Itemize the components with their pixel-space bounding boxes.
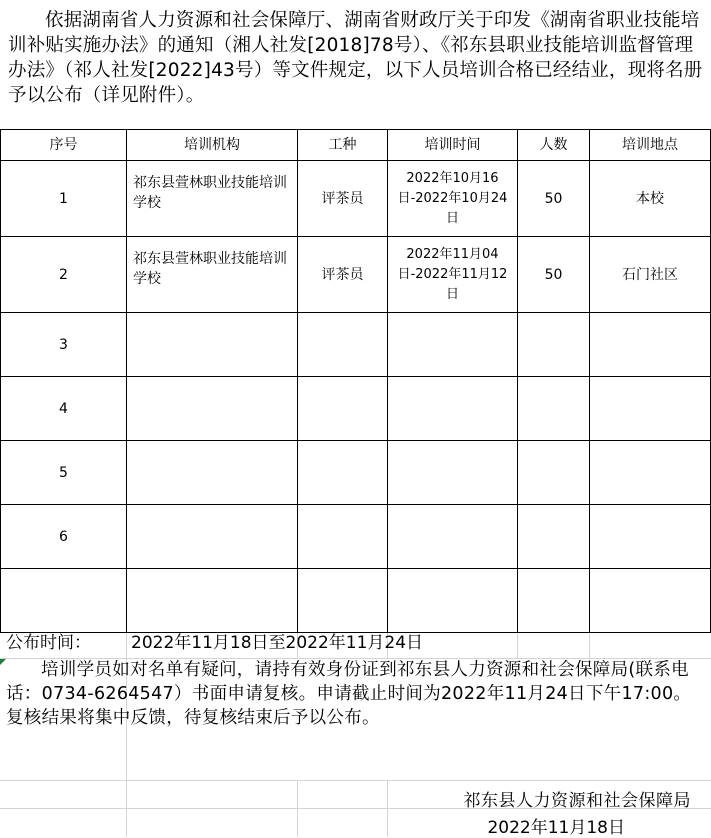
cell-org[interactable] [127, 505, 298, 569]
cell-no[interactable]: 4 [1, 377, 127, 441]
cell-period[interactable] [388, 441, 518, 505]
table-row [1, 313, 711, 377]
cell-period[interactable] [388, 313, 518, 377]
cell-org[interactable] [127, 377, 298, 441]
cell-period[interactable] [388, 505, 518, 569]
header-cell[interactable]: 序号 [1, 130, 127, 161]
cell-count[interactable] [518, 441, 590, 505]
cell-place[interactable] [590, 505, 711, 569]
cell-count[interactable] [518, 505, 590, 569]
cell-trade[interactable] [298, 441, 388, 505]
issuer-name[interactable]: 祁东县人力资源和社会保障局 [463, 791, 691, 811]
table-row [1, 161, 711, 237]
table-row [1, 441, 711, 505]
cell-place[interactable] [590, 377, 711, 441]
header-cell[interactable]: 培训地点 [590, 130, 711, 161]
cell-count[interactable]: 50 [518, 237, 590, 313]
cell-org[interactable] [127, 441, 298, 505]
cell-period[interactable]: 2022年10月16日-2022年10月24日 [388, 161, 518, 237]
cell-place[interactable] [590, 313, 711, 377]
cell-trade[interactable] [298, 313, 388, 377]
cell-org[interactable] [127, 569, 298, 633]
cell-count[interactable]: 50 [518, 161, 590, 237]
publish-period[interactable]: 2022年11月18日至2022年11月24日 [131, 633, 424, 653]
intro-paragraph: 依据湖南省人力资源和社会保障厅、湖南省财政厅关于印发《湖南省职业技能培训补贴实施办法》的通知（湘人社发[2018]78号）、《祁东县职业技能培训监督管理办法》（祁人社发[2022]43号）等文件规定，以下人员培训合格已经结业，现将名册予以公布（详见附件）。 [8, 10, 703, 106]
cell-no[interactable]: 2 [1, 237, 127, 313]
cell-place[interactable] [590, 441, 711, 505]
cell-org[interactable]: 祁东县萱林职业技能培训学校 [127, 161, 298, 237]
header-cell[interactable]: 培训时间 [388, 130, 518, 161]
publish-row [0, 626, 711, 658]
cell-place[interactable] [590, 569, 711, 633]
table-row [1, 377, 711, 441]
cell-trade[interactable] [298, 377, 388, 441]
table-row [1, 569, 711, 633]
cell-period[interactable] [388, 569, 518, 633]
cell-no[interactable]: 1 [1, 161, 127, 237]
header-cell[interactable]: 人数 [518, 130, 590, 161]
publish-label[interactable]: 公布时间： [6, 633, 91, 653]
cell-trade[interactable] [298, 505, 388, 569]
cell-org[interactable]: 祁东县萱林职业技能培训学校 [127, 237, 298, 313]
cell-count[interactable] [518, 569, 590, 633]
cell-no[interactable] [1, 569, 127, 633]
cell-no[interactable]: 5 [1, 441, 127, 505]
cell-period[interactable] [388, 377, 518, 441]
cell-trade[interactable]: 评茶员 [298, 237, 388, 313]
cell-trade[interactable]: 评茶员 [298, 161, 388, 237]
cell-no[interactable]: 6 [1, 505, 127, 569]
header-cell[interactable]: 工种 [298, 130, 388, 161]
cell-trade[interactable] [298, 569, 388, 633]
issue-date[interactable]: 2022年11月18日 [487, 818, 625, 838]
header-cell[interactable]: 培训机构 [127, 130, 298, 161]
cell-org[interactable] [127, 313, 298, 377]
roster-table [0, 129, 711, 633]
cell-period[interactable]: 2022年11月04日-2022年11月12日 [388, 237, 518, 313]
cell-count[interactable] [518, 313, 590, 377]
cell-no[interactable]: 3 [1, 313, 127, 377]
table-header-row [1, 130, 711, 161]
cell-count[interactable] [518, 377, 590, 441]
table-row [1, 505, 711, 569]
cell-place[interactable]: 本校 [590, 161, 711, 237]
table-row [1, 237, 711, 313]
notice-paragraph[interactable]: 培训学员如对名单有疑问，请持有效身份证到祁东县人力资源和社会保障局(联系电话：0734-6264547）书面申请复核。申请截止时间为2022年11月24日下午17:00。复核结果将集中反馈，待复核结束后予以公布。 [6, 660, 692, 728]
cell-place[interactable]: 石门社区 [590, 237, 711, 313]
